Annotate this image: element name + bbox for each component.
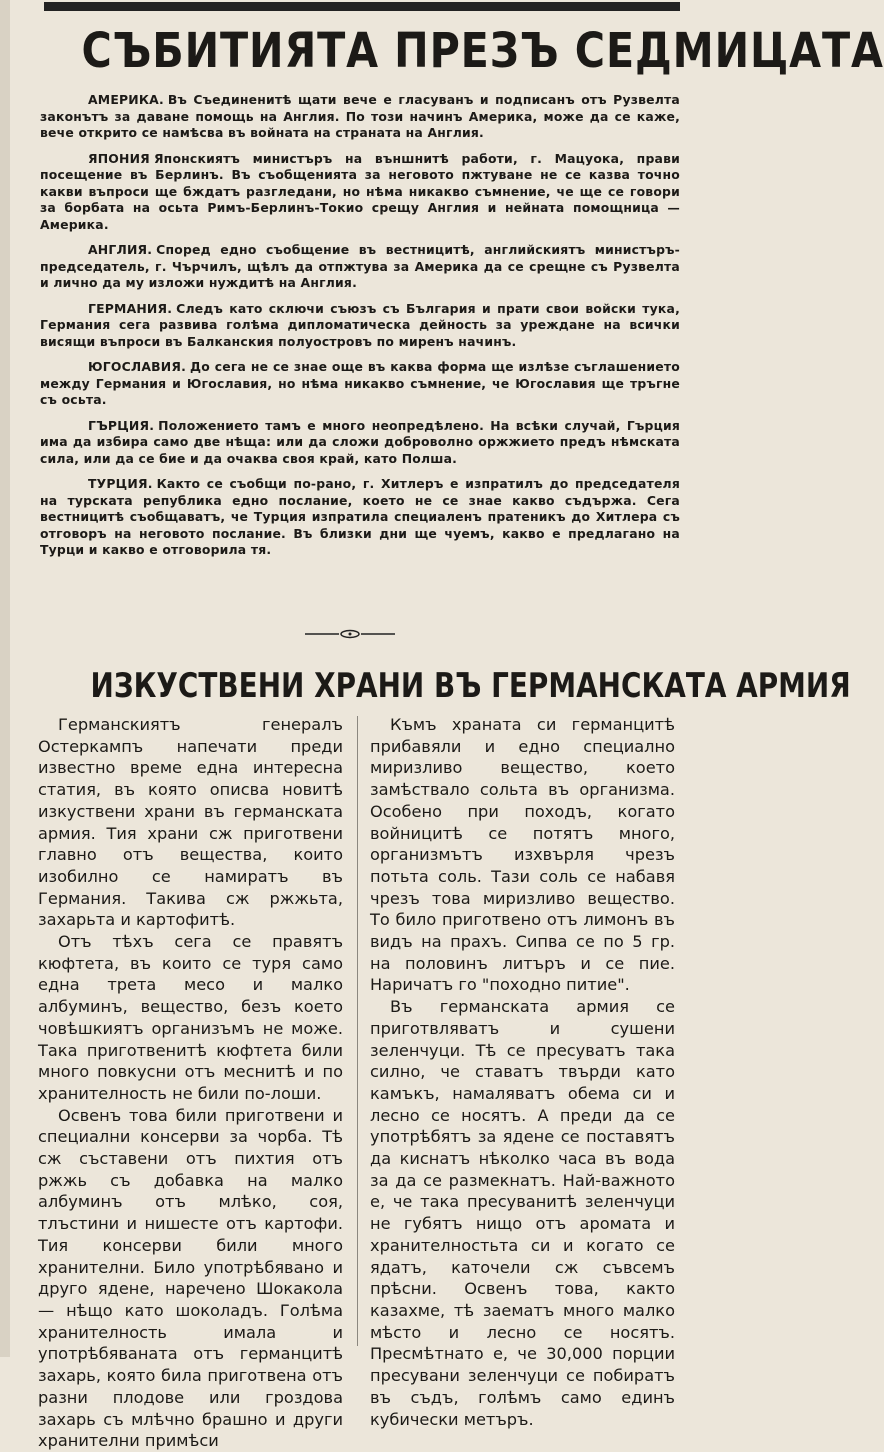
article-column-right (370, 714, 675, 1430)
article-paragraph: Освенъ това били приготвени и специални консерви за чорба. Тѣ сж съставени отъ пихтия отъ ржжь съ добавка на малко албуминъ отъ млѣко, соя, тлъстини и нишесте отъ картофи. Тия консерви били много хранителни. Било употрѣбявано и друго ядене, наречено Шокакола — нѣщо като шоколадъ. Голѣма хранителность имала и употрѣбяваната отъ германцитѣ захарь, която била приготвена отъ разни плодове или гроздова захарь съ млѣчно брашно и други хранителни примѣси (38, 1105, 343, 1451)
news-item (40, 476, 680, 559)
news-text: Следъ като сключи съюзъ съ България и прати свои войски тука, Германия сега развива голѣма дипломатическа дейность за уреждане на всички висящи въпроси въ Балканския полуостровъ по миренъ начинъ. (40, 300, 680, 349)
news-text: До сега не се знае още въ каква форма ще излѣзе съглашението между Германия и Югославия, но нѣма никакво съмнение, че Югославия ще тръгне съ осьта. (40, 359, 680, 407)
news-text: Въ Съединенитѣ щати вече е гласуванъ и подписанъ отъ Рузвелта законътъ за даване помощь на Англия. По този начинъ Америка, може да се каже, вече открито се намѣсва въ войната на страната на Англия. (40, 92, 680, 140)
headline-artificial-foods: ИЗКУСТВЕНИ ХРАНИ ВЪ ГЕРМАНСКАТА АРМИЯ (90, 666, 851, 706)
headline-week-events: СЪБИТИЯТА ПРЕЗЪ СЕДМИЦАТА (81, 23, 884, 79)
news-text: Според едно съобщение въ вестницитѣ, английскиятъ министъръ-председатель, г. Чърчилъ, щѣлъ да отпжтува за Америка да се срещне съ Рузвелта и лично да му изложи нуждитѣ на Англия. (40, 242, 680, 290)
news-country: ЮГОСЛАВИЯ. (88, 359, 187, 374)
news-text: Както се съобщи по-рано, г. Хитлеръ е изпратилъ до председателя на турската република едно послание, което не се знае какво съдържа. Сега вестницитѣ съобщаватъ, че Турция изпратила специаленъ пратеникъ до Хитлера съ отговоръ на неговото послание. Въ близки дни ще чуемъ, какво е предлагано на Турци и какво е отговорила тя. (40, 476, 680, 557)
news-text: Японскиятъ министъръ на външнитѣ работи, г. Мацуока, прави посещение въ Берлинъ. Въ съобщенията за неговото пжтуване не се казва точно какви въпроси ще бждатъ разгледани, но нѣма никакво съмнение, че ще се говори за борбата на осьта Римъ-Берлинъ-Токио срещу Англия и нейната помощница — Америка. (40, 150, 680, 232)
article-paragraph: Германскиятъ генералъ Остеркампъ напечати преди известно време една интересна статия, въ която описва новитѣ изкуствени храни въ германската армия. Тия храни сж приготвени главно отъ вещества, които изобилно се намиратъ въ Германия. Такива сж ржжьта, захарьта и картофитѣ. (38, 715, 343, 930)
news-item (40, 242, 680, 292)
news-country: АМЕРИКА. (88, 92, 164, 107)
news-country: ГЪРЦИЯ. (88, 417, 155, 433)
news-item (40, 151, 680, 234)
page-edge (0, 0, 10, 1357)
news-item (40, 359, 680, 409)
article-column-left (38, 714, 343, 1452)
article-paragraph: Въ германската армия се приготвляватъ и сушени зеленчуци. Тѣ се пресуватъ така силно, че ставатъ твърди като камъкъ, намаляватъ обема си и лесно се носятъ. А преди да се употрѣбятъ за ядене се поставятъ да киснатъ нѣколко часа въ вода за да се размекнатъ. Най-важното е, че така пресуванитѣ зеленчуци не губятъ нищо отъ аромата и хранителностьта си и когато се ядатъ, каточели сж съвсемъ прѣсни. Освенъ това, както казахме, тѣ заематъ много малко мѣсто и лесно се носятъ. Пресмѣтнато е, че 30,000 порции пресувани зеленчуци се побиратъ въ съдъ, голѣмъ само единъ кубически метъръ. (370, 997, 675, 1429)
news-text: Положението тамъ е много неопредѣлено. На всѣки случай, Гърция има да избира само две нѣща: или да сложи доброволно оржжието предъ нѣмската сила, или да се бие и да очаква своя край, като Полша. (40, 417, 680, 466)
news-country: ГЕРМАНИЯ. (88, 300, 173, 316)
news-country: ЯПОНИЯ (88, 150, 150, 166)
news-section (40, 92, 680, 568)
news-country: ТУРЦИЯ. (88, 476, 153, 491)
article-columns (38, 714, 680, 1451)
news-item (40, 418, 680, 468)
article-paragraph: Отъ тѣхъ сега се правятъ кюфтета, въ които се туря само една трета месо и малко албуминъ, вещество, безъ което човѣшкиятъ организъмъ не може. Така приготвенитѣ кюфтета били много повкусни отъ меснитѣ и по хранителность не били по-лоши. (38, 932, 343, 1103)
news-country: АНГЛИЯ. (88, 242, 153, 257)
news-item (40, 301, 680, 351)
article-paragraph: Къмъ храната си германцитѣ прибавяли и едно специално миризливо вещество, което замѣствало сольта въ организма. Особено при походъ, когато войницитѣ се потятъ много, организмътъ изхвърля чрезъ потьта соль. Тази соль се набавя чрезъ това миризливо вещество. То било приготвено отъ лимонъ въ видъ на прахъ. Сипва се по 5 гр. на половинъ литъръ и се пие. Наричатъ го "походно питие". (370, 715, 675, 995)
news-item (40, 92, 680, 142)
top-rule (44, 2, 680, 11)
ornament-divider-icon (305, 628, 395, 640)
